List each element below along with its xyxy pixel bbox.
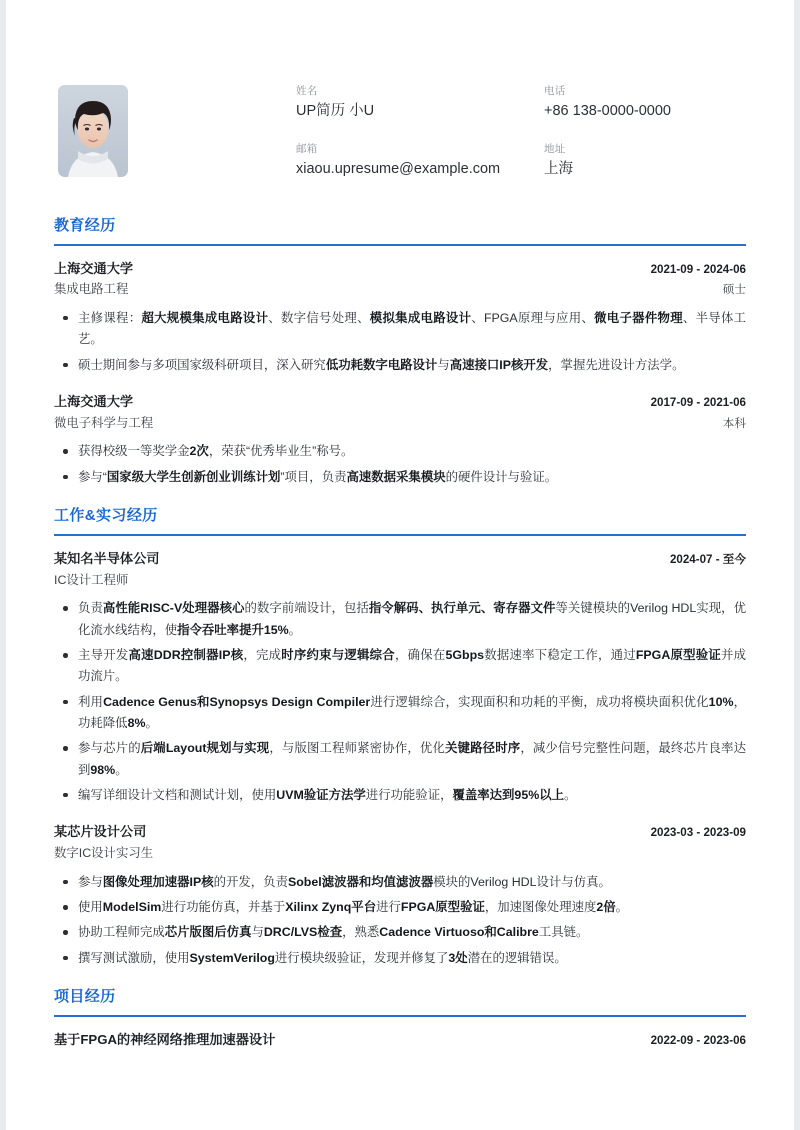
bullet-item: 利用Cadence Genus和Synopsys Design Compiler进行逻辑综合，实现面积和功耗的平衡，成功将模块面积优化10%，功耗降低8%。 <box>54 692 746 735</box>
bullet-item: 参与芯片的后端Layout规划与实现，与版图工程师紧密协作，优化关键路径时序，减少信号完整性问题，最终芯片良率达到98%。 <box>54 738 746 781</box>
entry-role: 微电子科学与工程 <box>54 415 154 430</box>
bullet-item: 负责高性能RISC-V处理器核心的数字前端设计，包括指令解码、执行单元、寄存器文件等关键模块的Verilog HDL实现，优化流水线结构，使指令吞吐率提升15%。 <box>54 598 746 641</box>
entry-organization: 基于FPGA的神经网络推理加速器设计 <box>54 1032 276 1048</box>
entry-header-row <box>54 822 746 842</box>
entry-date-range: 2023-03 - 2023-09 <box>650 826 746 840</box>
bullet-item: 主修课程：超大规模集成电路设计、数字信号处理、模拟集成电路设计、FPGA原理与应用、微电子器件物理、半导体工艺。 <box>54 308 746 351</box>
entry-date-range: 2021-09 - 2024-06 <box>650 262 746 276</box>
bullet-item: 参与图像处理加速器IP核的开发，负责Sobel滤波器和均值滤波器模块的Verilog HDL设计与仿真。 <box>54 872 746 893</box>
contact-value: xiaou.upresume@example.com <box>296 160 501 177</box>
avatar <box>58 85 128 177</box>
entry-subheader-row <box>54 280 746 299</box>
bullet-item: 撰写测试激励，使用SystemVerilog进行模块级验证，发现并修复了3处潜在的逻辑错误。 <box>54 948 746 969</box>
contact-field-phone <box>544 84 746 121</box>
contact-grid <box>296 84 746 180</box>
bullet-item: 编写详细设计文档和测试计划，使用UVM验证方法学进行功能验证，覆盖率达到95%以上。 <box>54 785 746 806</box>
portrait-photo-icon <box>58 85 128 177</box>
resume-sections <box>54 214 746 1050</box>
contact-field-email <box>296 142 544 179</box>
contact-label: 电话 <box>544 85 566 97</box>
entry-date-range: 2017-09 - 2021-06 <box>650 395 746 409</box>
bullet-item: 主导开发高速DDR控制器IP核，完成时序约束与逻辑综合，确保在5Gbps数据速率下稳定工作，通过FPGA原型验证并成功流片。 <box>54 645 746 688</box>
contact-label: 邮箱 <box>296 143 318 156</box>
section-title: 项目经历 <box>54 988 116 1006</box>
bullet-item: 参与“国家级大学生创新创业训练计划”项目，负责高速数据采集模块的硬件设计与验证。 <box>54 467 746 488</box>
entry-organization: 上海交通大学 <box>54 260 134 276</box>
bullet-item: 使用ModelSim进行功能仿真，并基于Xilinx Zynq平台进行FPGA原型验证，加速图像处理速度2倍。 <box>54 897 746 918</box>
entry-bullet-list <box>54 872 746 969</box>
contact-value: 上海 <box>544 160 573 177</box>
bullet-item: 协助工程师完成芯片版图后仿真与DRC/LVS检查，熟悉Cadence Virtuoso和Calibre工具链。 <box>54 922 746 943</box>
entry-organization: 某知名半导体公司 <box>54 550 160 566</box>
entry-header-row <box>54 392 746 412</box>
contact-value: +86 138-0000-0000 <box>544 102 671 119</box>
entry-bullet-list <box>54 598 746 806</box>
entry-organization: 上海交通大学 <box>54 393 134 409</box>
entry-subheader-row <box>54 844 746 863</box>
entry-degree: 本科 <box>722 416 746 430</box>
section-title: 工作&实习经历 <box>54 506 158 524</box>
contact-field-address <box>544 142 746 179</box>
entry-degree: 硕士 <box>722 283 746 297</box>
section-divider <box>54 1015 746 1017</box>
entry-date-range: 2022-09 - 2023-06 <box>650 1034 746 1048</box>
resume-section <box>54 504 746 969</box>
entry-subheader-row <box>54 414 746 433</box>
entry-date-range: 2024-07 - 至今 <box>669 552 746 566</box>
entry-header-row <box>54 259 746 279</box>
contact-value: UP简历 小U <box>296 102 375 119</box>
resume-entry <box>54 392 746 488</box>
section-divider <box>54 244 746 246</box>
resume-entry <box>54 1030 746 1050</box>
resume-page <box>6 0 794 1130</box>
section-divider <box>54 534 746 536</box>
section-title: 教育经历 <box>54 216 116 234</box>
entry-organization: 某芯片设计公司 <box>54 824 147 840</box>
entry-bullet-list <box>54 308 746 376</box>
entry-role: 数字IC设计实习生 <box>54 846 154 861</box>
resume-entry <box>54 259 746 376</box>
entry-role: IC设计工程师 <box>54 572 129 587</box>
entry-header-row <box>54 549 746 569</box>
entry-role: 集成电路工程 <box>54 282 129 297</box>
bullet-item: 获得校级一等奖学金2次，荣获“优秀毕业生”称号。 <box>54 441 746 462</box>
contact-label: 姓名 <box>296 85 318 97</box>
contact-label: 地址 <box>544 143 566 156</box>
resume-section <box>54 214 746 488</box>
resume-entry <box>54 549 746 806</box>
bullet-item: 硕士期间参与多项国家级科研项目，深入研究低功耗数字电路设计与高速接口IP核开发，掌握先进设计方法学。 <box>54 355 746 376</box>
contact-field-name <box>296 84 544 121</box>
resume-section <box>54 985 746 1050</box>
entry-header-row <box>54 1030 746 1050</box>
entry-subheader-row <box>54 571 746 590</box>
entry-bullet-list <box>54 441 746 488</box>
resume-entry <box>54 822 746 969</box>
resume-header <box>54 0 746 206</box>
